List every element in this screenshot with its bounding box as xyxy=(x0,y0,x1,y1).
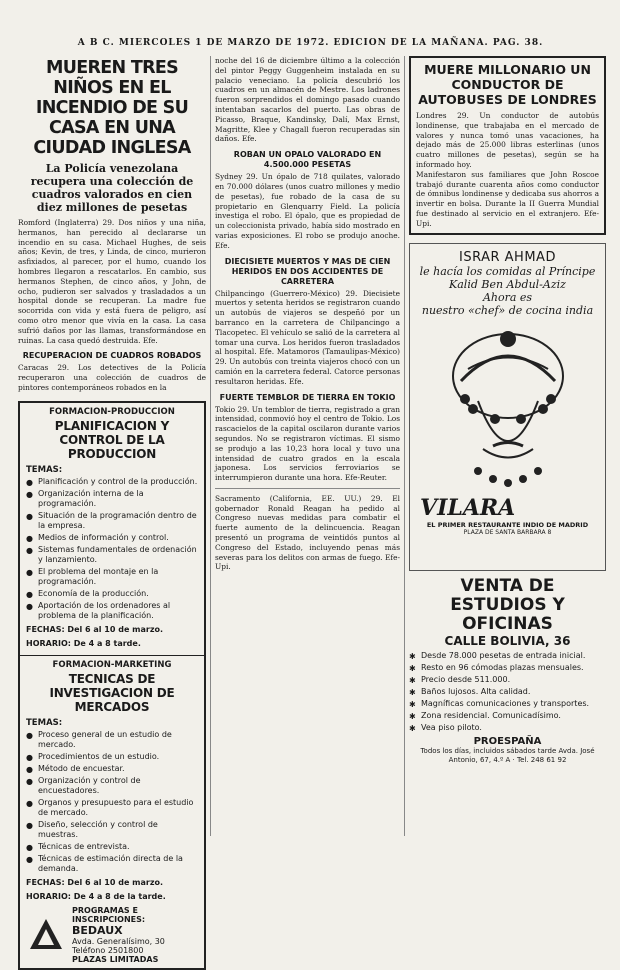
temas-list xyxy=(26,477,198,621)
horario: HORARIO: De 4 a 8 tarde. xyxy=(26,638,141,648)
star-icon: ✱ xyxy=(409,711,416,721)
article-body: Sydney 29. Un ópalo de 718 quilates, valorado en 70.000 dólares (unos cuatro millones y medio de pesetas), fue robado de la casa de su propietario en Glenquarry Field. La policía investiga el robo. El ópalo, que es propiedad de un coleccionista privado, había sido mostrado en varias exposiciones. El robo se produjo anoche. Efe. xyxy=(215,172,400,250)
star-icon: ✱ xyxy=(409,699,416,709)
list-item: ✱ Magníficas comunicaciones y transportes. xyxy=(409,698,590,709)
article-body: Romford (Inglaterra) 29. Dos niños y una niña, hermanos, han perecido al declararse un incendio en su casa. Michael Hughes, de seis años; Kevin, de tres, y Linda, de cinco, murieron asfixiados, al parecer, por el humo, cuando los hombres llegaron a rescatarlos. En cambio, sus hermanos Stephen, de cinco años, y John, de ocho, pudieron ser salvados y trasladados a un hospital donde se recuperan. La madre fue socorrida con vida y está fuera de peligro, así como otro menor que vivía en la casa. La casa sufrió daños por las llamas, transformándose en ruinas. La casa quedó destruida. Efe. xyxy=(18,218,206,345)
list-item: ✱ Precio desde 511.000. xyxy=(409,674,511,685)
millonario-box xyxy=(409,56,606,235)
bullet-icon: ● xyxy=(26,533,33,543)
ad-title: PLANIFICACION Y CONTROL DE LA PRODUCCION xyxy=(54,418,170,461)
article-body: Sacramento (California, EE. UU.) 29. El gobernador Ronald Reagan ha pedido al Congreso nuevas medidas para combatir el fuerte aumento de la delincuencia. Reagan presentó un programa de veintidós puntos al Congreso del Estado, incluyendo penas más severas para los delitos con armas de fuego. Efe-Upi. xyxy=(215,493,400,572)
subheadline-cuadros: RECUPERACION DE CUADROS ROBADOS xyxy=(22,351,202,361)
article-deck: La Policía venezolana recupera una colección de cuadros valorados en cien diez millones de pesetas xyxy=(30,162,194,214)
left-column xyxy=(18,56,206,964)
restaurant-ad xyxy=(409,243,606,571)
list-item: ✱ Baños lujosos. Alta calidad. xyxy=(409,686,531,697)
list-item: ● Método de encuestar. xyxy=(26,763,125,774)
bullet-icon: ● xyxy=(26,798,33,808)
ad-footer xyxy=(26,906,198,964)
bedaux-logo-icon xyxy=(26,915,66,955)
chef-illustration-icon xyxy=(433,321,583,491)
article-body-2: Caracas 29. Los detectives de la Policía recuperaron una colección de cuadros de pintores contemporáneos robados en la xyxy=(18,363,206,392)
middle-column xyxy=(210,56,400,836)
box-headline: MUERE MILLONARIO UN CONDUCTOR DE AUTOBUSES DE LONDRES xyxy=(418,62,597,107)
list-item: ✱ Desde 78.000 pesetas de entrada inicial. xyxy=(409,650,586,661)
list-item: ● Técnicas de entrevista. xyxy=(26,841,130,852)
ad-line: Kalid Ben Abdul-Aziz xyxy=(449,277,566,291)
right-column xyxy=(404,56,606,836)
article-body: Londres 29. Un conductor de autobús londinense, que trabajaba en el mercado de valores y nunca tomó unas vacaciones, ha dejado más de 25.000 libras esterlinas (unos cuatro millones de pesetas), según se ha informado hoy. xyxy=(416,111,599,169)
brand-name: BEDAUX xyxy=(72,923,123,937)
bullet-icon: ● xyxy=(26,511,33,521)
temas-label: TEMAS: xyxy=(26,717,63,728)
ad-contact xyxy=(72,906,198,964)
list-item: ● Organos y presupuesto para el estudio de mercado. xyxy=(26,797,194,817)
bullet-icon: ● xyxy=(26,567,33,577)
horario: HORARIO: De 4 a 8 de la tarde. xyxy=(26,891,166,901)
list-item: ● Sistemas fundamentales de ordenación y lanzamiento. xyxy=(26,544,197,564)
ad-kicker: FORMACION-PRODUCCION xyxy=(49,406,175,417)
page-header: A B C. MIERCOLES 1 DE MARZO DE 1972. EDICION DE LA MAÑANA. PAG. 38. xyxy=(77,38,544,48)
plazas: PLAZAS LIMITADAS xyxy=(72,954,159,964)
bullet-icon: ● xyxy=(26,752,33,762)
restaurant-tagline: EL PRIMER RESTAURANTE INDIO DE MADRID xyxy=(426,520,589,529)
ad-line: le hacía los comidas al Príncipe xyxy=(419,264,596,278)
list-item: ● Aportación de los ordenadores al problema de la planificación. xyxy=(26,600,171,620)
ad-marketing xyxy=(20,655,204,964)
inscripciones-label: PROGRAMAS E INSCRIPCIONES: xyxy=(72,905,146,924)
subheadline-accidentes: DIECISIETE MUERTOS Y MAS DE CIEN HERIDOS EN DOS ACCIDENTES DE CARRETERA xyxy=(224,256,391,286)
list-item: ● El problema del montaje en la programación. xyxy=(26,566,159,586)
restaurant-logo: VILARA xyxy=(420,494,516,521)
ad-address: CALLE BOLIVIA, 36 xyxy=(444,633,571,648)
bullet-icon: ● xyxy=(26,730,33,740)
list-item: ● Economía de la producción. xyxy=(26,588,149,599)
list-item: ✱ Vea piso piloto. xyxy=(409,722,482,733)
ad-planificacion xyxy=(18,401,206,970)
address: Avda. Generalísimo, 30 xyxy=(72,936,165,946)
ad-line: Ahora es xyxy=(482,290,533,304)
list-item: ● Proceso general de un estudio de mercado. xyxy=(26,729,172,749)
star-icon: ✱ xyxy=(409,687,416,697)
article-body: noche del 16 de diciembre último a la colección del pintor Peggy Guggenheim instalada en su palacio veneciano. La policía descubrió los cuadros en un almacén de Mestre. Los ladrones fueron sorprendidos el domingo pasado cuando intentaban sacarlos del puerto. Las obras de Picasso, Braque, Kandinsky, Dalí, Max Ernst, Magritte, Klee y Chagall fueron recuperadas sin daños. Efe. xyxy=(215,56,400,144)
subheadline-opalo: ROBAN UN OPALO VALORADO EN 4.500.000 PESETAS xyxy=(233,150,382,170)
temas-label: TEMAS: xyxy=(26,464,63,475)
bullet-icon: ● xyxy=(26,589,33,599)
bullet-icon: ● xyxy=(26,776,33,786)
real-estate-ad xyxy=(409,577,606,765)
fechas: FECHAS: Del 6 al 10 de marzo. xyxy=(26,624,164,634)
bullet-icon: ● xyxy=(26,854,33,864)
list-item: ● Técnicas de estimación directa de la demanda. xyxy=(26,853,183,873)
ad-line: nuestro «chef» de cocina india xyxy=(421,303,594,317)
article-body: Chilpancingo (Guerrero-México) 29. Diecisiete muertos y setenta heridos se registraron cuando un autobús de viajeros se despeñó por un barranco en la carretera de Chilpancingo a Tlacopetec. El vehículo se salió de la carretera al tomar una curva. Los heridos fueron trasladados al hospital. Efe. Matamoros (Tamaulipas-México) 29. Un autobús con treinta viajeros chocó con un camión en la carretera federal. Catorce personas resultaron heridas. Efe. xyxy=(215,288,400,386)
star-icon: ✱ xyxy=(409,723,416,733)
list-item: ● Organización y control de encuestadores. xyxy=(26,775,141,795)
list-item: ✱ Zona residencial. Comunicadísimo. xyxy=(409,710,561,721)
ad-kicker: FORMACION-MARKETING xyxy=(52,659,172,670)
list-item: ● Procedimientos de un estudio. xyxy=(26,751,160,762)
list-item: ● Organización interna de la programación. xyxy=(26,488,144,508)
footer-brand: PROESPAÑA xyxy=(473,735,542,747)
divider xyxy=(215,488,400,489)
bullet-icon: ● xyxy=(26,545,33,555)
phone: Teléfono 2501800 xyxy=(72,945,144,955)
footer-text: Todos los días, incluidos sábados tarde Avda. José Antonio, 67, 4.º A · Tel. 248 61 92 xyxy=(420,746,595,764)
ad-title: TECNICAS DE INVESTIGACION DE MERCADOS xyxy=(49,671,175,714)
list-item: ● Diseño, selección y control de muestras. xyxy=(26,819,158,839)
bullet-icon: ● xyxy=(26,820,33,830)
star-icon: ✱ xyxy=(409,663,416,673)
star-icon: ✱ xyxy=(409,675,416,685)
temas-list xyxy=(26,730,198,874)
restaurant-address: PLAZA DE SANTA BARBARA 8 xyxy=(463,528,552,536)
article-body: Manifestaron sus familiares que John Roscoe trabajó durante cuarenta años como conductor de ómnibus londinense y dedicaba sus ahorros a invertir en bolsa. Durante la II Guerra Mundial fue destinado al servicio en el extranjero. Efe-Upi. xyxy=(416,169,599,228)
list-item: ✱ Resto en 96 cómodas plazas mensuales. xyxy=(409,662,584,673)
list-item: ● Situación de la programación dentro de la empresa. xyxy=(26,510,197,530)
bullet-icon: ● xyxy=(26,489,33,499)
list-item: ● Planificación y control de la producción. xyxy=(26,476,198,487)
chef-name: ISRAR AHMAD xyxy=(459,249,556,265)
ad-headline: ESTUDIOS Y OFICINAS xyxy=(450,594,565,634)
star-icon: ✱ xyxy=(409,651,416,661)
bullet-icon: ● xyxy=(26,764,33,774)
ad-headline: VENTA DE xyxy=(460,575,555,596)
fechas: FECHAS: Del 6 al 10 de marzo. xyxy=(26,877,164,887)
bullet-icon: ● xyxy=(26,477,33,487)
bullet-icon: ● xyxy=(26,601,33,611)
article-body: Tokio 29. Un temblor de tierra, registrado a gran intensidad, conmovió hoy el centro de Tokio. Los rascacielos de la capital oscilaron durante varios segundos. No se registraron víctimas. El sismo se produjo a las 10,23 hora local y tuvo una intensidad de cuatro grados en la escala japonesa. Los servicios ferroviarios se interrumpieron durante una hora. Efe-Reuter. xyxy=(215,404,400,483)
features-list xyxy=(409,651,606,733)
main-headline: MUEREN TRES NIÑOS EN EL INCENDIO DE SU CASA EN UNA CIUDAD INGLESA xyxy=(33,58,191,158)
bullet-icon: ● xyxy=(26,842,33,852)
list-item: ● Medios de información y control. xyxy=(26,532,169,543)
subheadline-temblor: FUERTE TEMBLOR DE TIERRA EN TOKIO xyxy=(219,392,396,402)
